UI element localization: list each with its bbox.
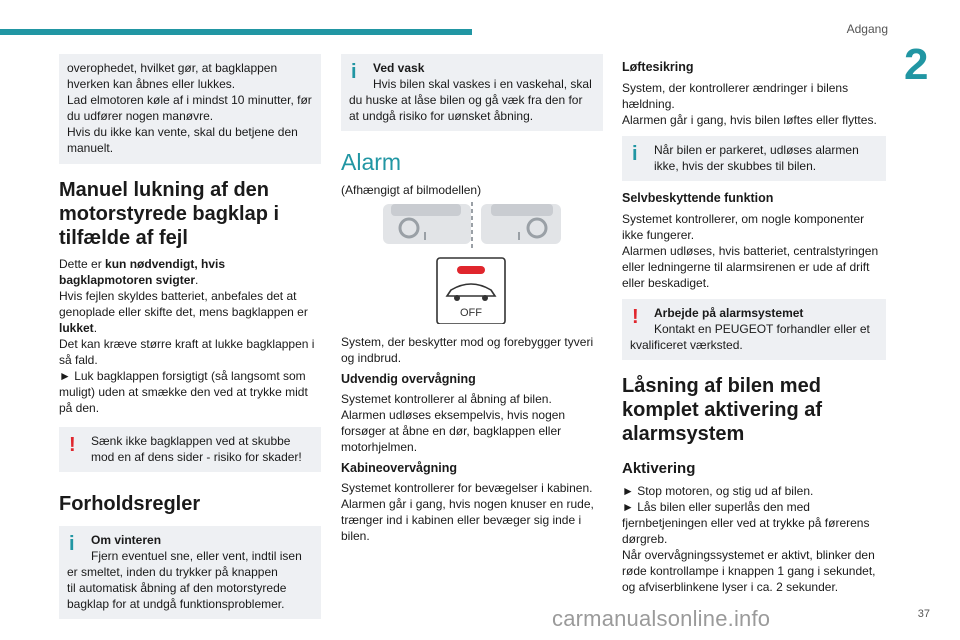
info-title: Om vinteren bbox=[91, 533, 162, 547]
paragraph: Systemet kontrollerer for bevægelser i kabinen. bbox=[341, 481, 593, 495]
heading-cabin-monitoring: Kabineovervågning bbox=[341, 461, 457, 475]
heading-exterior-monitoring: Udvendig overvågning bbox=[341, 372, 476, 386]
paragraph: System, der beskytter mod og forebygger tyveri og indbrud. bbox=[341, 335, 594, 365]
paragraph: Alarmen går i gang, hvis nogen knuser en rude, trænger ind i kabinen eller bevæger sig inde i bilen. bbox=[341, 497, 594, 543]
header-accent-bar bbox=[0, 29, 472, 35]
paragraph: Alarmen går i gang, hvis bilen løftes eller flyttes. bbox=[622, 113, 877, 127]
paragraph: Systemet kontrollerer, om nogle komponenter ikke fungerer. bbox=[622, 212, 865, 242]
alarm-work-warning-box bbox=[622, 299, 886, 360]
note-text: Hvis du ikke kan vente, skal du betjene den manuelt. bbox=[67, 125, 298, 155]
info-title: Ved vask bbox=[373, 61, 425, 75]
heading-precautions: Forholdsregler bbox=[59, 493, 201, 515]
column-1 bbox=[59, 54, 321, 619]
info-text: Fjern eventuel sne, eller vent, indtil isen er smeltet, inden du trykker på knappen bbox=[67, 549, 302, 579]
emphasis: lukket bbox=[59, 321, 94, 335]
chapter-number: 2 bbox=[904, 40, 929, 89]
paragraph: Alarmen udløses, hvis batteriet, centralstyringen eller ledningerne til alarmsirenen er ude af drift eller beskadiget. bbox=[622, 244, 879, 290]
warning-box bbox=[59, 427, 321, 472]
info-text: Når bilen er parkeret, udløses alarmen ikke, hvis der skubbes til bilen. bbox=[654, 143, 859, 173]
wash-info-box bbox=[341, 54, 603, 131]
column-2 bbox=[341, 54, 603, 544]
heading-activation: Aktivering bbox=[622, 460, 696, 477]
alarm-illustration bbox=[341, 198, 603, 324]
warning-title: Arbejde på alarmsystemet bbox=[654, 306, 804, 320]
paragraph: Når overvågningssystemet er aktivt, blinker den røde kontrollampe i knappen 1 gang i sekundet, og afviserblinkene lyser i ca. 2 sekunder. bbox=[622, 548, 876, 594]
paragraph: Systemet kontrollerer al åbning af bilen. bbox=[341, 392, 552, 406]
interior-mirror-illustration bbox=[341, 198, 603, 324]
model-note: (Afhængigt af bilmodellen) bbox=[341, 183, 482, 197]
paragraph: System, der kontrollerer ændringer i bilens hældning. bbox=[622, 81, 849, 111]
warning-icon: ! bbox=[69, 434, 76, 456]
paragraph: Hvis fejlen skyldes batteriet, anbefales det at genoplade eller skifte det, mens bagklappen er lukket. bbox=[59, 289, 308, 335]
info-icon: i bbox=[632, 143, 638, 165]
warning-text: Kontakt en PEUGEOT forhandler eller et kvalificeret værksted. bbox=[630, 322, 870, 352]
watermark: carmanualsonline.info bbox=[552, 606, 771, 631]
note-text: Lad elmotoren køle af i mindst 10 minutter, før du udfører nogen manøvre. bbox=[67, 93, 312, 123]
overheat-note bbox=[59, 54, 321, 164]
winter-info-box bbox=[59, 526, 321, 619]
heading-manual-closing: Manuel lukning af den motorstyrede bagklap i tilfælde af fejl bbox=[59, 179, 280, 249]
heading-lift-protection: Løftesikring bbox=[622, 60, 694, 74]
info-text: Hvis bilen skal vaskes i en vaskehal, skal du huske at låse bilen og gå væk fra den for at undgå risiko for uønsket åbning. bbox=[349, 77, 592, 123]
info-text: til automatisk åbning af den motorstyrede bagklap for at undgå funktionsproblemer. bbox=[67, 581, 287, 611]
lift-info-box bbox=[622, 136, 886, 181]
column-3 bbox=[622, 54, 886, 595]
paragraph: Alarmen udløses eksempelvis, hvis nogen forsøger at åbne en dør, bagklappen eller motorhjelmen. bbox=[341, 408, 566, 454]
note-text: overophedet, hvilket gør, at bagklappen hverken kan åbnes eller lukkes. bbox=[67, 61, 278, 91]
heading-locking-alarm: Låsning af bilen med komplet aktivering af alarmsystem bbox=[622, 375, 823, 445]
info-icon: i bbox=[69, 533, 75, 555]
section-title: Adgang bbox=[846, 22, 888, 36]
off-button-label: OFF bbox=[460, 307, 482, 319]
paragraph: Det kan kræve større kraft at lukke bagklappen i så fald. bbox=[59, 337, 315, 367]
warning-icon: ! bbox=[632, 306, 639, 328]
instruction-step: ► Stop motoren, og stig ud af bilen. bbox=[622, 484, 814, 498]
heading-alarm: Alarm bbox=[341, 149, 402, 175]
paragraph: Dette er kun nødvendigt, hvis bagklapmotoren svigter. bbox=[59, 257, 226, 287]
instruction-step: ► Lås bilen eller superlås den med fjernbetjeningen eller ved at trykke på førerens dørgreb. bbox=[622, 500, 870, 546]
heading-self-protection: Selvbeskyttende funktion bbox=[622, 191, 774, 205]
warning-text: Sænk ikke bagklappen ved at skubbe mod en af dens sider - risiko for skader! bbox=[91, 434, 302, 464]
emphasis: kun nødvendigt, hvis bagklapmotoren svigter bbox=[59, 257, 226, 287]
info-icon: i bbox=[351, 61, 357, 83]
page-number: 37 bbox=[917, 608, 930, 620]
instruction-step: ► Luk bagklappen forsigtigt (så langsomt som muligt) uden at smække den ved at trykke midt på den. bbox=[59, 369, 308, 415]
